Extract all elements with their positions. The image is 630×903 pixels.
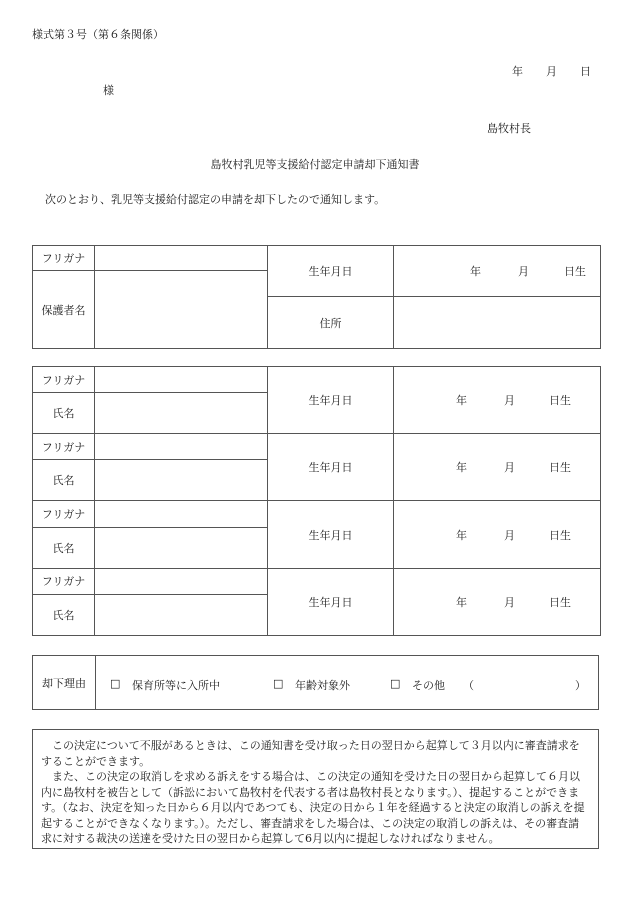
child-furigana-label: フリガナ [33,434,95,460]
option-age-ineligible-label: 年齢対象外 [295,679,350,692]
guardian-birth-day: 日生 [564,265,586,278]
other-paren-open: （ [463,679,474,692]
child-name-field[interactable] [95,460,268,501]
child-birth-year: 年 [456,461,467,475]
child-furigana-field[interactable] [95,434,268,460]
guardian-birth-year: 年 [470,265,481,278]
rejection-reason-box [32,655,599,710]
child-furigana-label: フリガナ [33,501,95,527]
child-name-label: 氏名 [33,460,95,501]
child-birth-label: 生年月日 [268,434,394,501]
child-birth-month: 月 [504,394,515,408]
child-birth-month: 月 [504,595,515,609]
child-birth-label: 生年月日 [268,501,394,568]
checkbox-age-ineligible[interactable]: □ [273,677,284,690]
rejection-reason-label: 却下理由 [33,656,96,709]
child-birth-field[interactable] [394,568,601,635]
child-furigana-field[interactable] [95,501,268,527]
child-birth-day: 日生 [549,595,571,609]
addressee-suffix: 様 [103,84,114,97]
child-name-field[interactable] [95,393,268,434]
child-birth-day: 日生 [549,394,571,408]
guardian-name-field[interactable] [95,271,268,349]
child-furigana-field[interactable] [95,568,268,594]
guardian-birth-label: 生年月日 [268,246,394,297]
child-furigana-field[interactable] [95,367,268,393]
date-month: 月 [546,65,557,78]
child-name-field[interactable] [95,594,268,635]
sender: 島牧村長 [487,122,531,135]
child-furigana-label: フリガナ [33,367,95,393]
date-year: 年 [512,65,523,78]
guardian-address-label: 住所 [268,297,394,349]
child-name-label: 氏名 [33,527,95,568]
appeal-notice-paragraph-1: この決定について不服があるときは、この通知書を受け取った日の翌日から起算して３月以内に審査請求をすることができます。 [41,739,580,768]
child-birth-year: 年 [456,595,467,609]
child-name-label: 氏名 [33,594,95,635]
document-title: 島牧村乳児等支援給付認定申請却下通知書 [210,158,420,171]
intro-text: 次のとおり、乳児等支援給付認定の申請を却下したので通知します。 [45,193,386,206]
child-name-field[interactable] [95,527,268,568]
child-birth-field[interactable] [394,367,601,434]
guardian-birth-month: 月 [518,265,529,278]
child-birth-year: 年 [456,394,467,408]
guardian-address-field[interactable] [394,297,601,349]
form-number: 様式第３号（第６条関係） [32,28,164,41]
checkbox-in-nursery[interactable]: □ [110,677,121,690]
child-furigana-label: フリガナ [33,568,95,594]
appeal-notice [32,729,599,849]
checkbox-other[interactable]: □ [390,677,401,690]
appeal-notice-paragraph-2: また、この決定の取消しを求める訴えをする場合は、この決定の通知を受けた日の翌日から起算して６月以内に島牧村を被告として（訴訟において島牧村を代表する者は島牧村長となります。）、提起することができます。（なお、決定を知った日から６月以内であつても、決定の日から１年を経過すると決定の取消しの訴えを提起することができなくなります。）。ただし、審査請求をした場合は、この決定の取消しの訴えは、その審査請求に対する裁決の送達を受けた日の翌日から起算して6月以内に提起しなければなりません。 [41,770,585,845]
guardian-birth-field[interactable] [394,246,601,297]
child-name-label: 氏名 [33,393,95,434]
guardian-furigana-field[interactable] [95,246,268,271]
child-birth-day: 日生 [549,461,571,475]
child-birth-month: 月 [504,461,515,475]
child-birth-month: 月 [504,528,515,542]
child-birth-day: 日生 [549,528,571,542]
guardian-furigana-label: フリガナ [33,246,95,271]
date-day: 日 [580,65,591,78]
other-paren-close: ） [575,679,586,692]
child-birth-field[interactable] [394,434,601,501]
child-birth-field[interactable] [394,501,601,568]
guardian-name-label: 保護者名 [33,271,95,349]
child-birth-label: 生年月日 [268,568,394,635]
option-other-label: その他 [412,679,445,692]
child-birth-label: 生年月日 [268,367,394,434]
child-birth-year: 年 [456,528,467,542]
guardian-table [32,245,601,349]
option-in-nursery-label: 保育所等に入所中 [132,679,220,692]
children-table [32,366,601,636]
